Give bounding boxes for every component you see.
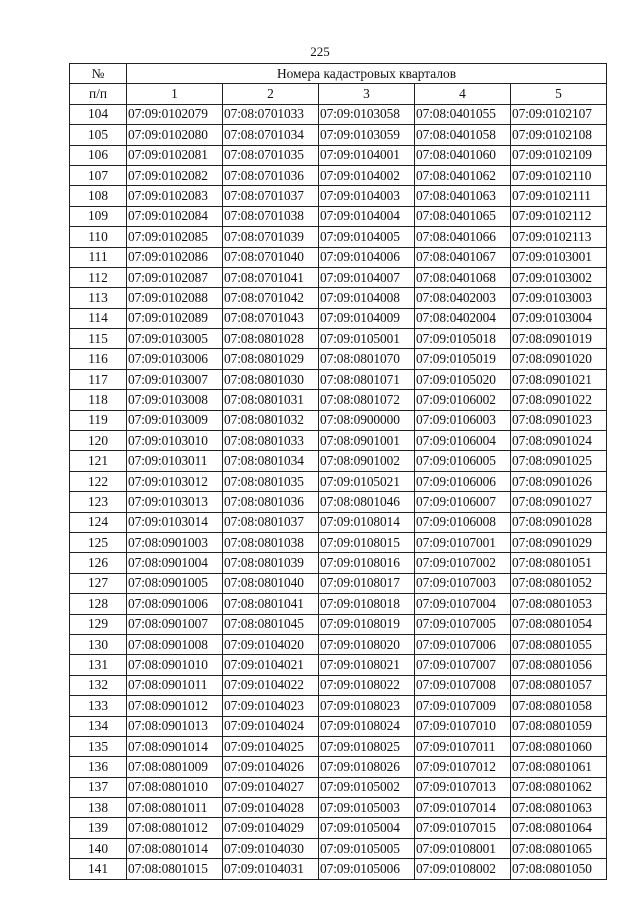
cadastral-number-cell: 07:09:0103010	[127, 431, 223, 451]
cadastral-number-cell: 07:09:0102111	[511, 186, 607, 206]
table-row	[70, 451, 607, 471]
cadastral-number-cell: 07:08:0801012	[127, 818, 223, 838]
column-header-5: 5	[511, 84, 607, 104]
row-number-cell: 114	[70, 308, 127, 328]
cadastral-number-cell: 07:09:0103007	[127, 369, 223, 389]
row-number-cell: 136	[70, 757, 127, 777]
cadastral-number-cell: 07:09:0106007	[415, 492, 511, 512]
row-number-cell: 135	[70, 736, 127, 756]
row-number-cell: 141	[70, 859, 127, 879]
cadastral-number-cell: 07:08:0901008	[127, 634, 223, 654]
cadastral-number-cell: 07:09:0105006	[319, 859, 415, 879]
column-header-3: 3	[319, 84, 415, 104]
cadastral-number-cell: 07:09:0104023	[223, 696, 319, 716]
table-row	[70, 716, 607, 736]
cadastral-number-cell: 07:08:0901001	[319, 431, 415, 451]
cadastral-number-cell: 07:09:0104025	[223, 736, 319, 756]
table-row	[70, 431, 607, 451]
cadastral-number-cell: 07:08:0402003	[415, 288, 511, 308]
cadastral-number-cell: 07:08:0401058	[415, 125, 511, 145]
table-row	[70, 227, 607, 247]
cadastral-number-cell: 07:09:0107001	[415, 532, 511, 552]
row-number-cell: 138	[70, 798, 127, 818]
cadastral-number-cell: 07:08:0900000	[319, 410, 415, 430]
cadastral-number-cell: 07:08:0801060	[511, 736, 607, 756]
cadastral-number-cell: 07:08:0801064	[511, 818, 607, 838]
cadastral-number-cell: 07:08:0801029	[223, 349, 319, 369]
table-row	[70, 757, 607, 777]
cadastral-number-cell: 07:08:0401066	[415, 227, 511, 247]
cadastral-number-cell: 07:08:0901025	[511, 451, 607, 471]
cadastral-number-cell: 07:08:0701035	[223, 145, 319, 165]
cadastral-number-cell: 07:09:0108025	[319, 736, 415, 756]
cadastral-number-cell: 07:09:0106006	[415, 471, 511, 491]
cadastral-number-cell: 07:09:0108019	[319, 614, 415, 634]
cadastral-number-cell: 07:08:0701033	[223, 104, 319, 124]
cadastral-number-cell: 07:08:0801009	[127, 757, 223, 777]
cadastral-number-cell: 07:08:0701039	[223, 227, 319, 247]
cadastral-number-cell: 07:08:0801046	[319, 492, 415, 512]
row-number-cell: 112	[70, 267, 127, 287]
cadastral-number-cell: 07:09:0106008	[415, 512, 511, 532]
cadastral-number-cell: 07:08:0901021	[511, 369, 607, 389]
group-title-header: Номера кадастровых кварталов	[127, 64, 607, 84]
row-number-cell: 120	[70, 431, 127, 451]
row-number-cell: 125	[70, 532, 127, 552]
cadastral-number-cell: 07:08:0801053	[511, 594, 607, 614]
cadastral-quarters-table	[69, 63, 607, 880]
cadastral-number-cell: 07:09:0103003	[511, 288, 607, 308]
cadastral-number-cell: 07:08:0701041	[223, 267, 319, 287]
cadastral-number-cell: 07:09:0105005	[319, 838, 415, 858]
cadastral-number-cell: 07:09:0104020	[223, 634, 319, 654]
cadastral-number-cell: 07:09:0106004	[415, 431, 511, 451]
cadastral-number-cell: 07:09:0108021	[319, 655, 415, 675]
cadastral-number-cell: 07:08:0801070	[319, 349, 415, 369]
cadastral-number-cell: 07:09:0104021	[223, 655, 319, 675]
row-number-cell: 119	[70, 410, 127, 430]
cadastral-number-cell: 07:08:0801039	[223, 553, 319, 573]
cadastral-number-cell: 07:09:0102089	[127, 308, 223, 328]
cadastral-number-cell: 07:09:0104004	[319, 206, 415, 226]
table-row	[70, 145, 607, 165]
table-row	[70, 165, 607, 185]
cadastral-number-cell: 07:08:0801058	[511, 696, 607, 716]
cadastral-number-cell: 07:09:0103009	[127, 410, 223, 430]
header-row-top	[70, 64, 607, 84]
cadastral-number-cell: 07:08:0801035	[223, 471, 319, 491]
cadastral-number-cell: 07:08:0901003	[127, 532, 223, 552]
cadastral-number-cell: 07:09:0104026	[223, 757, 319, 777]
cadastral-number-cell: 07:08:0901024	[511, 431, 607, 451]
cadastral-number-cell: 07:09:0108017	[319, 573, 415, 593]
table-row	[70, 492, 607, 512]
row-number-cell: 105	[70, 125, 127, 145]
cadastral-number-cell: 07:08:0801030	[223, 369, 319, 389]
table-row	[70, 369, 607, 389]
cadastral-number-cell: 07:08:0901012	[127, 696, 223, 716]
cadastral-number-cell: 07:08:0801063	[511, 798, 607, 818]
cadastral-number-cell: 07:08:0801045	[223, 614, 319, 634]
cadastral-number-cell: 07:09:0102080	[127, 125, 223, 145]
cadastral-number-cell: 07:09:0105001	[319, 329, 415, 349]
row-number-cell: 116	[70, 349, 127, 369]
cadastral-number-cell: 07:08:0801034	[223, 451, 319, 471]
table-row	[70, 573, 607, 593]
cadastral-number-cell: 07:08:0801036	[223, 492, 319, 512]
cadastral-number-cell: 07:09:0102084	[127, 206, 223, 226]
cadastral-number-cell: 07:08:0801041	[223, 594, 319, 614]
table-row	[70, 247, 607, 267]
cadastral-number-cell: 07:08:0901013	[127, 716, 223, 736]
table-row	[70, 125, 607, 145]
cadastral-number-cell: 07:08:0901028	[511, 512, 607, 532]
table-row	[70, 512, 607, 532]
cadastral-number-cell: 07:09:0107003	[415, 573, 511, 593]
cadastral-number-cell: 07:09:0102113	[511, 227, 607, 247]
table-row	[70, 553, 607, 573]
cadastral-number-cell: 07:08:0901029	[511, 532, 607, 552]
row-number-cell: 110	[70, 227, 127, 247]
row-number-cell: 107	[70, 165, 127, 185]
cadastral-number-cell: 07:09:0108014	[319, 512, 415, 532]
cadastral-number-cell: 07:09:0104029	[223, 818, 319, 838]
cadastral-number-cell: 07:09:0105002	[319, 777, 415, 797]
row-number-cell: 127	[70, 573, 127, 593]
row-number-cell: 139	[70, 818, 127, 838]
cadastral-number-cell: 07:09:0104008	[319, 288, 415, 308]
cadastral-number-cell: 07:09:0104001	[319, 145, 415, 165]
cadastral-number-cell: 07:08:0701037	[223, 186, 319, 206]
cadastral-number-cell: 07:09:0102112	[511, 206, 607, 226]
row-number-cell: 126	[70, 553, 127, 573]
cadastral-number-cell: 07:09:0102081	[127, 145, 223, 165]
cadastral-number-cell: 07:08:0801028	[223, 329, 319, 349]
cadastral-number-cell: 07:09:0103014	[127, 512, 223, 532]
cadastral-number-cell: 07:09:0107002	[415, 553, 511, 573]
cadastral-number-cell: 07:08:0801031	[223, 390, 319, 410]
cadastral-number-cell: 07:09:0103006	[127, 349, 223, 369]
row-number-cell: 132	[70, 675, 127, 695]
row-number-cell: 133	[70, 696, 127, 716]
table-row	[70, 471, 607, 491]
cadastral-number-cell: 07:08:0401055	[415, 104, 511, 124]
cadastral-number-cell: 07:09:0107005	[415, 614, 511, 634]
cadastral-number-cell: 07:08:0901010	[127, 655, 223, 675]
cadastral-number-cell: 07:08:0801040	[223, 573, 319, 593]
cadastral-number-cell: 07:09:0106002	[415, 390, 511, 410]
cadastral-number-cell: 07:08:0701042	[223, 288, 319, 308]
table-row	[70, 736, 607, 756]
cadastral-number-cell: 07:08:0901014	[127, 736, 223, 756]
cadastral-number-cell: 07:09:0105021	[319, 471, 415, 491]
cadastral-number-cell: 07:09:0102109	[511, 145, 607, 165]
row-number-cell: 111	[70, 247, 127, 267]
cadastral-number-cell: 07:08:0801071	[319, 369, 415, 389]
table-row	[70, 634, 607, 654]
table-header	[70, 64, 607, 105]
cadastral-number-cell: 07:08:0801014	[127, 838, 223, 858]
row-number-cell: 124	[70, 512, 127, 532]
cadastral-number-cell: 07:09:0104005	[319, 227, 415, 247]
cadastral-number-cell: 07:09:0107004	[415, 594, 511, 614]
row-number-cell: 104	[70, 104, 127, 124]
table-row	[70, 308, 607, 328]
cadastral-number-cell: 07:09:0103005	[127, 329, 223, 349]
cadastral-number-cell: 07:09:0108026	[319, 757, 415, 777]
cadastral-number-cell: 07:08:0701038	[223, 206, 319, 226]
cadastral-number-cell: 07:09:0104027	[223, 777, 319, 797]
table-row	[70, 675, 607, 695]
row-number-cell: 118	[70, 390, 127, 410]
cadastral-number-cell: 07:08:0801052	[511, 573, 607, 593]
row-number-header-label: п/п	[70, 84, 127, 104]
cadastral-number-cell: 07:09:0102082	[127, 165, 223, 185]
table-row	[70, 410, 607, 430]
row-number-cell: 131	[70, 655, 127, 675]
cadastral-number-cell: 07:09:0105019	[415, 349, 511, 369]
cadastral-number-cell: 07:09:0105018	[415, 329, 511, 349]
cadastral-number-cell: 07:09:0108020	[319, 634, 415, 654]
table-row	[70, 532, 607, 552]
cadastral-number-cell: 07:09:0103058	[319, 104, 415, 124]
cadastral-number-cell: 07:09:0104007	[319, 267, 415, 287]
cadastral-number-cell: 07:08:0901005	[127, 573, 223, 593]
cadastral-number-cell: 07:08:0801033	[223, 431, 319, 451]
cadastral-number-cell: 07:09:0102086	[127, 247, 223, 267]
cadastral-number-cell: 07:08:0801061	[511, 757, 607, 777]
cadastral-number-cell: 07:08:0701036	[223, 165, 319, 185]
table-row	[70, 104, 607, 124]
cadastral-number-cell: 07:09:0108018	[319, 594, 415, 614]
cadastral-number-cell: 07:09:0103002	[511, 267, 607, 287]
cadastral-number-cell: 07:08:0801057	[511, 675, 607, 695]
cadastral-number-cell: 07:09:0108023	[319, 696, 415, 716]
table-row	[70, 838, 607, 858]
cadastral-number-cell: 07:09:0104002	[319, 165, 415, 185]
column-header-4: 4	[415, 84, 511, 104]
cadastral-number-cell: 07:09:0103059	[319, 125, 415, 145]
cadastral-number-cell: 07:09:0102087	[127, 267, 223, 287]
cadastral-number-cell: 07:09:0103011	[127, 451, 223, 471]
cadastral-number-cell: 07:09:0105003	[319, 798, 415, 818]
cadastral-number-cell: 07:08:0801037	[223, 512, 319, 532]
cadastral-number-cell: 07:08:0801072	[319, 390, 415, 410]
row-number-cell: 109	[70, 206, 127, 226]
cadastral-number-cell: 07:08:0801011	[127, 798, 223, 818]
cadastral-number-cell: 07:09:0103008	[127, 390, 223, 410]
cadastral-number-cell: 07:09:0104024	[223, 716, 319, 736]
cadastral-number-cell: 07:08:0801015	[127, 859, 223, 879]
cadastral-number-cell: 07:09:0104031	[223, 859, 319, 879]
cadastral-number-cell: 07:08:0901019	[511, 329, 607, 349]
cadastral-number-cell: 07:09:0104030	[223, 838, 319, 858]
cadastral-number-cell: 07:09:0106003	[415, 410, 511, 430]
cadastral-number-cell: 07:08:0801054	[511, 614, 607, 634]
row-number-cell: 137	[70, 777, 127, 797]
cadastral-number-cell: 07:09:0104009	[319, 308, 415, 328]
cadastral-number-cell: 07:09:0108022	[319, 675, 415, 695]
cadastral-number-cell: 07:09:0104028	[223, 798, 319, 818]
cadastral-number-cell: 07:09:0107014	[415, 798, 511, 818]
row-number-cell: 115	[70, 329, 127, 349]
cadastral-number-cell: 07:08:0701034	[223, 125, 319, 145]
cadastral-number-cell: 07:09:0103001	[511, 247, 607, 267]
cadastral-number-cell: 07:09:0102083	[127, 186, 223, 206]
cadastral-number-cell: 07:08:0801038	[223, 532, 319, 552]
cadastral-number-cell: 07:09:0103012	[127, 471, 223, 491]
cadastral-number-cell: 07:08:0901011	[127, 675, 223, 695]
cadastral-number-cell: 07:08:0401065	[415, 206, 511, 226]
row-number-cell: 106	[70, 145, 127, 165]
cadastral-number-cell: 07:09:0102107	[511, 104, 607, 124]
cadastral-number-cell: 07:09:0104006	[319, 247, 415, 267]
table-row	[70, 777, 607, 797]
cadastral-number-cell: 07:08:0801010	[127, 777, 223, 797]
cadastral-number-cell: 07:08:0801056	[511, 655, 607, 675]
cadastral-number-cell: 07:08:0901007	[127, 614, 223, 634]
cadastral-number-cell: 07:09:0108016	[319, 553, 415, 573]
cadastral-number-cell: 07:09:0102085	[127, 227, 223, 247]
table-row	[70, 655, 607, 675]
cadastral-number-cell: 07:09:0107010	[415, 716, 511, 736]
table-row	[70, 818, 607, 838]
cadastral-number-cell: 07:08:0901026	[511, 471, 607, 491]
cadastral-number-cell: 07:08:0901023	[511, 410, 607, 430]
row-number-cell: 117	[70, 369, 127, 389]
cadastral-number-cell: 07:09:0102079	[127, 104, 223, 124]
cadastral-number-cell: 07:09:0103004	[511, 308, 607, 328]
cadastral-number-cell: 07:09:0107008	[415, 675, 511, 695]
row-number-cell: 123	[70, 492, 127, 512]
cadastral-number-cell: 07:08:0801065	[511, 838, 607, 858]
table-row	[70, 798, 607, 818]
cadastral-number-cell: 07:08:0401062	[415, 165, 511, 185]
table-row	[70, 267, 607, 287]
row-number-cell: 130	[70, 634, 127, 654]
table-row	[70, 594, 607, 614]
column-header-2: 2	[223, 84, 319, 104]
cadastral-number-cell: 07:08:0901022	[511, 390, 607, 410]
header-row-bottom	[70, 84, 607, 104]
cadastral-number-cell: 07:08:0901004	[127, 553, 223, 573]
table-row	[70, 206, 607, 226]
row-number-cell: 134	[70, 716, 127, 736]
row-number-cell: 108	[70, 186, 127, 206]
page-number: 225	[310, 44, 330, 59]
row-number-cell: 121	[70, 451, 127, 471]
cadastral-number-cell: 07:09:0102108	[511, 125, 607, 145]
cadastral-number-cell: 07:08:0801050	[511, 859, 607, 879]
cadastral-number-cell: 07:09:0107012	[415, 757, 511, 777]
row-number-cell: 113	[70, 288, 127, 308]
cadastral-number-cell: 07:08:0401067	[415, 247, 511, 267]
table-row	[70, 696, 607, 716]
cadastral-number-cell: 07:08:0401068	[415, 267, 511, 287]
cadastral-number-cell: 07:09:0102110	[511, 165, 607, 185]
cadastral-number-cell: 07:09:0103013	[127, 492, 223, 512]
cadastral-number-cell: 07:09:0102088	[127, 288, 223, 308]
table-row	[70, 859, 607, 879]
cadastral-number-cell: 07:09:0107013	[415, 777, 511, 797]
row-number-header-symbol: №	[70, 64, 127, 84]
row-number-cell: 128	[70, 594, 127, 614]
column-header-1: 1	[127, 84, 223, 104]
cadastral-number-cell: 07:09:0108015	[319, 532, 415, 552]
cadastral-number-cell: 07:08:0401063	[415, 186, 511, 206]
cadastral-number-cell: 07:09:0107015	[415, 818, 511, 838]
cadastral-number-cell: 07:09:0107009	[415, 696, 511, 716]
cadastral-number-cell: 07:09:0105020	[415, 369, 511, 389]
cadastral-number-cell: 07:08:0402004	[415, 308, 511, 328]
cadastral-number-cell: 07:08:0401060	[415, 145, 511, 165]
cadastral-number-cell: 07:09:0107006	[415, 634, 511, 654]
table-row	[70, 390, 607, 410]
cadastral-number-cell: 07:08:0801062	[511, 777, 607, 797]
table-row	[70, 349, 607, 369]
cadastral-number-cell: 07:09:0107011	[415, 736, 511, 756]
table-row	[70, 288, 607, 308]
row-number-cell: 122	[70, 471, 127, 491]
cadastral-number-cell: 07:09:0106005	[415, 451, 511, 471]
cadastral-number-cell: 07:09:0108024	[319, 716, 415, 736]
cadastral-number-cell: 07:08:0801059	[511, 716, 607, 736]
cadastral-number-cell: 07:08:0801051	[511, 553, 607, 573]
cadastral-number-cell: 07:08:0801055	[511, 634, 607, 654]
table-row	[70, 614, 607, 634]
cadastral-number-cell: 07:09:0104022	[223, 675, 319, 695]
cadastral-number-cell: 07:08:0701040	[223, 247, 319, 267]
cadastral-number-cell: 07:08:0901006	[127, 594, 223, 614]
cadastral-number-cell: 07:08:0701043	[223, 308, 319, 328]
cadastral-number-cell: 07:09:0107007	[415, 655, 511, 675]
cadastral-number-cell: 07:09:0108002	[415, 859, 511, 879]
cadastral-number-cell: 07:08:0901020	[511, 349, 607, 369]
table-body	[70, 104, 607, 879]
cadastral-number-cell: 07:08:0801032	[223, 410, 319, 430]
cadastral-number-cell: 07:08:0901002	[319, 451, 415, 471]
cadastral-number-cell: 07:08:0901027	[511, 492, 607, 512]
cadastral-number-cell: 07:09:0105004	[319, 818, 415, 838]
row-number-cell: 129	[70, 614, 127, 634]
row-number-cell: 140	[70, 838, 127, 858]
cadastral-number-cell: 07:09:0108001	[415, 838, 511, 858]
cadastral-number-cell: 07:09:0104003	[319, 186, 415, 206]
table-row	[70, 186, 607, 206]
table-row	[70, 329, 607, 349]
